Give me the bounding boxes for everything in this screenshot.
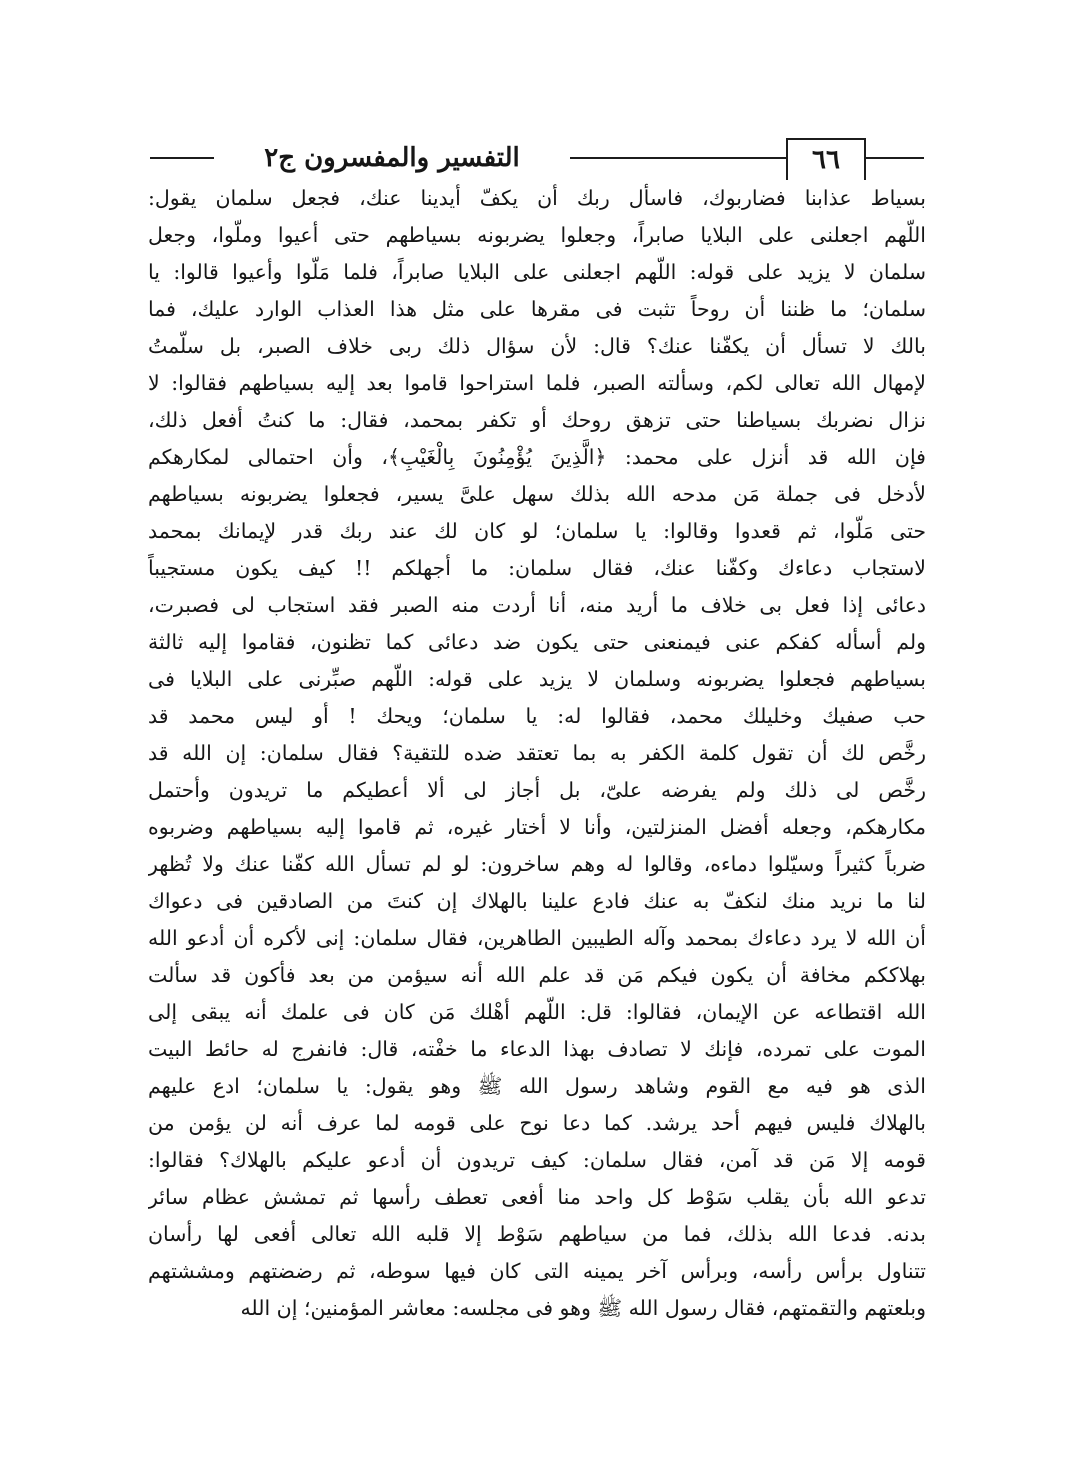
text-line: سلمان لا يزيد على قوله: اللّهم اجعلنى على البلايا صابراً، فلما مَلّوا وأعيوا قالوا: يا xyxy=(148,260,926,284)
text-line: بسياط عذابنا فضاربوك، فاسأل ربك أن يكفّ أيدينا عنك، فجعل سلمان يقول: xyxy=(148,186,926,210)
text-line: حتى مَلّوا، ثم قعدوا وقالوا: يا سلمان؛ لو كان لك عند ربك قدر لإيمانك بمحمد xyxy=(148,519,926,543)
text-line: ولم أسأله كفكم عنى فيمنعنى حتى يكون ضد دعائى كما تظنون، فقاموا إليه ثالثة xyxy=(148,630,926,654)
text-line: ضرباً كثيراً وسيّلوا دماءه، وقالوا له وهم ساخرون: لو لم تسأل الله كفّنا عنك ولا تُظهر xyxy=(148,852,926,876)
text-line: نزال نضربك بسياطنا حتى تزهق روحك أو تكفر بمحمد، فقال: ما كنتُ أفعل ذلك، xyxy=(148,408,926,432)
text-line: لنا ما نريد منك لنكفّ به عنك فادع علينا بالهلاك إن كنتَ من الصادقين فى دعواك xyxy=(148,889,926,913)
text-line: رخَّص لك أن تقول كلمة الكفر به بما تعتقد ضده للتقية؟ فقال سلمان: إن الله قد xyxy=(148,741,926,765)
running-title: التفسير والمفسرون ج٢ xyxy=(264,143,520,173)
text-line: قومه إلا مَن قد آمن، فقال سلمان: كيف تريدون أن أدعو عليكم بالهلاك؟ فقالوا: xyxy=(148,1148,926,1172)
text-line: بسياطهم فجعلوا يضربونه وسلمان لا يزيد على قوله: اللّهم صبِّرنى على البلايا فى xyxy=(148,667,926,691)
text-line: تدعو الله بأن يقلب سَوْط كل واحد منا أفعى تعطف رأسها ثم تمشش عظام سائر xyxy=(148,1185,926,1209)
text-line: لأدخل فى جملة مَن مدحه الله بذلك سهل علىَّ يسير، فجعلوا يضربونه بسياطهم xyxy=(148,482,926,506)
text-line: لإمهال الله تعالى لكم، وسألته الصبر، فلما استراحوا قاموا بعد إليه بسياطهم فقالوا: لا xyxy=(148,371,926,395)
text-line: حب صفيك وخليلك محمد، فقالوا له: يا سلمان؛ ويحك ! أو ليس محمد قد xyxy=(148,704,926,728)
text-line: بالهلاك فليس فيهم أحد يرشد. كما دعا نوح على قومه لما عرف أنه لن يؤمن من xyxy=(148,1111,926,1135)
header-rule-right xyxy=(864,157,924,159)
text-line: رخَّص لى ذلك ولم يفرضه علىّ، بل أجاز لى ألا أعطيكم ما تريدون وأحتمل xyxy=(148,778,926,802)
page-header xyxy=(150,138,924,182)
text-line: الله اقتطاعه عن الإيمان، فقالوا: قل: اللّهم أهْلك مَن كان فى علمك أنه يبقى إلى xyxy=(148,1000,926,1024)
text-line: بالك لا تسأل أن يكفّنا عنك؟ قال: لأن سؤال ذلك ربى خلاف الصبر، بل سلّمتُ xyxy=(148,334,926,358)
text-line: الموت على تمرده، فإنك لا تصادف بهذا الدعاء ما خفْته، قال: فانفرج له حائط البيت xyxy=(148,1037,926,1061)
text-line: فإن الله قد أنزل على محمد: ﴿الَّذِينَ يُؤْمِنُونَ بِالْغَيْبِ﴾، وأن احتمالى لمكارهكم xyxy=(148,445,926,469)
text-line: أن الله لا يرد دعاءك بمحمد وآله الطيبين الطاهرين، فقال سلمان: إنى لأكره أن أدعو الله xyxy=(148,926,926,950)
text-line: بدنه. فدعا الله بذلك، فما من سياطهم سَوْط إلا قلبه الله تعالى أفعى لها رأسان xyxy=(148,1222,926,1246)
text-line: مكارهكم، وجعله أفضل المنزلتين، وأنا لا أختار غيره، ثم قاموا إليه بسياطهم وضربوه xyxy=(148,815,926,839)
text-line: تتناول برأس رأسه، وبرأس آخر يمينه التى كان فيها سوطه، ثم رضضتهم ومششتهم xyxy=(148,1259,926,1283)
text-line: دعائى إذا فعل بى خلاف ما أريد منه، أنا أردت منه الصبر فقد استجاب لى فصبرت، xyxy=(148,593,926,617)
text-line: سلمان؛ ما ظننا أن روحاً تثبت فى مقرها على مثل هذا العذاب الوارد عليك، فما xyxy=(148,297,926,321)
text-line: وبلعتهم والتقمتهم، فقال رسول الله ﷺ وهو فى مجلسه: معاشر المؤمنين؛ إن الله xyxy=(240,1296,926,1320)
text-line: اللّهم اجعلنى على البلايا صابراً، وجعلوا يضربونه بسياطهم حتى أعيوا وملّوا، وجعل xyxy=(148,223,926,247)
header-rule-middle xyxy=(570,157,786,159)
text-line: الذى هو فيه مع القوم وشاهد رسول الله ﷺ وهو يقول: يا سلمان؛ ادع عليهم xyxy=(148,1074,926,1098)
header-rule-left xyxy=(150,157,214,159)
text-line: بهلاككم مخافة أن يكون فيكم مَن قد علم الله أنه سيؤمن من بعد فأكون قد سألت xyxy=(148,963,926,987)
body-text xyxy=(148,180,926,1327)
page-number: ٦٦ xyxy=(786,138,866,180)
text-line: لاستجاب دعاءك وكفّنا عنك، فقال سلمان: ما أجهلكم !! كيف يكون مستجيباً xyxy=(148,556,926,580)
